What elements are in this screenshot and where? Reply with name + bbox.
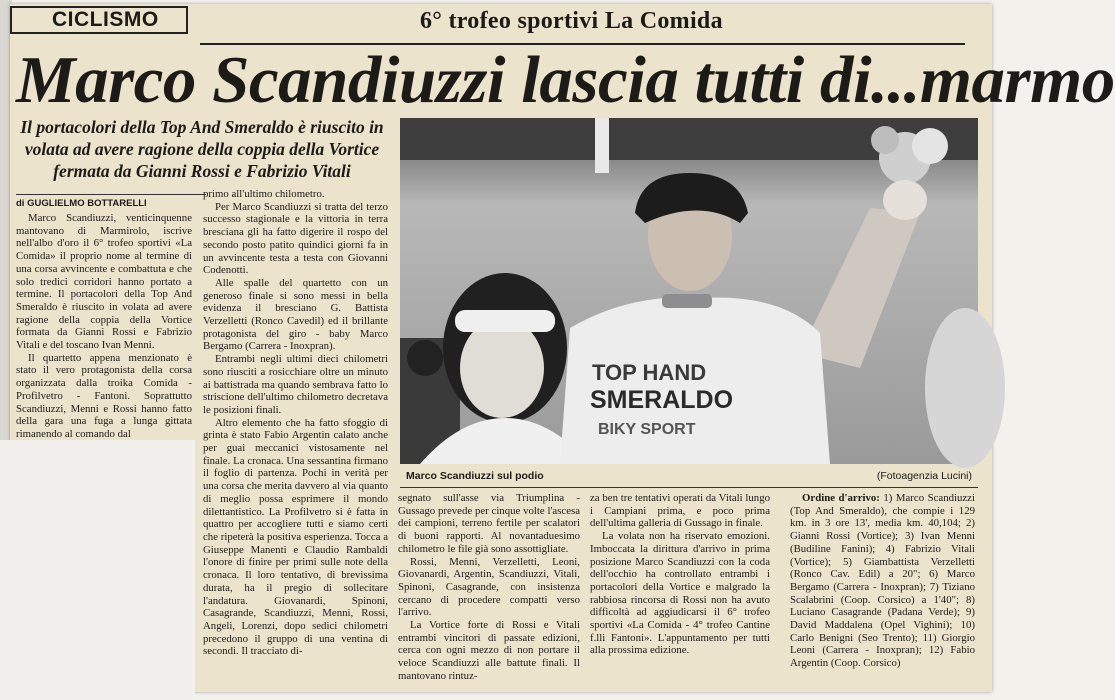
jersey-text-2: SMERALDO	[590, 386, 734, 414]
photo-credit: (Fotoagenzia Lucini)	[876, 470, 972, 482]
paragraph: Il quartetto appena menzionato è stato il vero protagonista della corsa organizzata dalla troika Comida - Profilvetro - Fantoni. Soprattutto Scandiuzzi, Menni e Rossi hanno fatto della gara una fuga a lunga gittata rimanendo al comando dal	[16, 351, 192, 440]
background-table	[0, 440, 195, 700]
paragraph: La volata non ha riservato emozioni. Imboccata la dirittura d'arrivo in prima posizione Marco Scandiuzzi con la coda dell'occhio ha controllato entrambi i portacolori della Vortice e malgrado la rabbiosa rincorsa di Rossi non ha avuto difficoltà ad aggiudicarsi il 6° trofeo sportivi «La Comida - 4° trofeo Cantine f.lli Fantoni». L'appuntamento per tutti alla prossima edizione.	[590, 530, 770, 657]
byline: di GUGLIELMO BOTTARELLI	[16, 194, 206, 209]
jersey-text-1: TOP HAND	[592, 360, 707, 385]
section-label: CICLISMO	[10, 6, 188, 34]
podium-photo	[400, 118, 978, 464]
caption-rule	[400, 487, 978, 488]
results-text: 1) Marco Scandiuzzi (Top And Smeraldo), che compie i 129 km. in 3 ore 13', media km. 40,104; 2) Gianni Rossi (Vortice); 3) Ivan Menni (Budiline Fanini); 4) Fabrizio Vitali (Vortice); 5) Giambattista Verzelletti (Ronco Cav. Edil) a 20"; 6) Marco Bergamo (Carrera - Inoxpran); 7) Tiziano Scalabrini (Coop. Corsico) a 1'40"; 8) Luciano Casagrande (Padana Verde); 9) David Maddalena (Opel Vighini); 10) Carlo Benigni (Seo Trento); 11) Giorgio Leoni (Carrera - Inoxpran); 12) Fabio Argentin (Coop. Corsico)	[790, 492, 975, 670]
article-column-3	[398, 492, 580, 683]
paragraph: Rossi, Menni, Verzelletti, Leoni, Giovanardi, Argentin, Scandiuzzi, Vitali, Spinoni, Casagrande, con insistenza cercano di procedere compatti verso l'arrivo.	[398, 555, 580, 619]
article-column-4	[590, 492, 770, 657]
paragraph: Alle spalle del quartetto con un generoso finale si sono messi in bella evidenza il bresciano G. Battista Verzelletti (Ronco Cavedil) ed il brillante protagonista del giro - baby Marco Bergamo (Carrera - Inoxpran).	[203, 276, 388, 353]
deck: Il portacolori della Top And Smeraldo è riuscito in volata ad avere ragione della coppia della Vortice fermata da Gianni Rossi e Fabrizio Vitali	[20, 117, 384, 181]
article-column-2	[203, 188, 388, 658]
results-column	[790, 492, 975, 670]
article-column-1	[16, 212, 192, 441]
paragraph: Entrambi negli ultimi dieci chilometri sono riusciti a rosicchiare oltre un minuto ai battistrada ma quando sembrava fatto lo striscione dell'ultimo chilometro decretava le posizioni finali.	[203, 353, 388, 416]
paragraph: Altro elemento che ha fatto sfoggio di grinta è stato Fabio Argentin calato anche per guai meccanici vistosamente nel finale. La cronaca. Una sessantina firmano il foglio di partenza. Pochi in verità per una corsa che merita davvero al via quanto di meglio possa esprimere il mondo dilettantistico. La Profilvetro si è fatta in quattro per accogliere tutti e siamo certi che ripeterà la positiva esperienza. Tocca a Giuseppe Manenti e Claudio Rambaldi l'onore di finire per primi sulle note della cronaca. Il loro tentativo, di brevissima durata, ha il pregio di sollecitare l'andatura. Giovanardi, Spinoni, Casagrande, Scandiuzzi, Menni, Rossi, Angeli, Lorenzi, dopo sedici chilometri precedono il gruppo di una ventina di secondi. Il tracciato di-	[203, 416, 388, 658]
paragraph: za ben tre tentativi operati da Vitali lungo i Campiani prima, e poco prima dell'ultima galleria di Gussago in finale.	[590, 492, 770, 530]
results-label: Ordine d'arrivo:	[802, 492, 880, 504]
paragraph: La Vortice forte di Rossi e Vitali entrambi vincitori di passate edizioni, cerca con ogni mezzo di non portare il veloce Scandiuzzi alle battute finali. Il mantovano rintuz-	[398, 619, 580, 682]
results-paragraph	[790, 492, 975, 670]
photo-illustration	[400, 118, 978, 464]
photo-caption: Marco Scandiuzzi sul podio	[406, 470, 544, 482]
paragraph: segnato sull'asse via Triumplina - Gussago prevede per cinque volte l'ascesa dei campioni, terreno fertile per scalatori di buoni rapporti. Al novantaduesimo chilometro le file già sono assottigliate.	[398, 492, 580, 555]
paragraph: Marco Scandiuzzi, venticinquenne mantovano di Marmirolo, iscrive nell'albo d'oro il 6° trofeo sportivi «La Comida» il proprio nome al termine di una corsa avvincente e combattuta e che solo tredici corridori hanno portato a termine. Il portacolori della Top And Smeraldo è riuscito in volata ad avere ragione della coppia della Vortice formata da Gianni Rossi e Fabrizio Vitali e del toscano Ivan Menni.	[16, 212, 192, 352]
photo-caption-bar	[400, 466, 978, 486]
subhead: 6° trofeo sportivi La Comida	[420, 8, 723, 34]
paragraph: primo all'ultimo chilometro.	[203, 188, 325, 200]
jersey-text-3: BIKY SPORT	[598, 421, 696, 438]
paragraph: Per Marco Scandiuzzi si tratta del terzo successo stagionale e la vittoria in terra bresciana gli ha fatto digerire il rospo del secondo posto patito quindici giorni fa in un avvincente testa a testa con Giovanni Codenotti.	[203, 200, 388, 277]
headline: Marco Scandiuzzi lascia tutti di...marmo	[16, 43, 1115, 117]
